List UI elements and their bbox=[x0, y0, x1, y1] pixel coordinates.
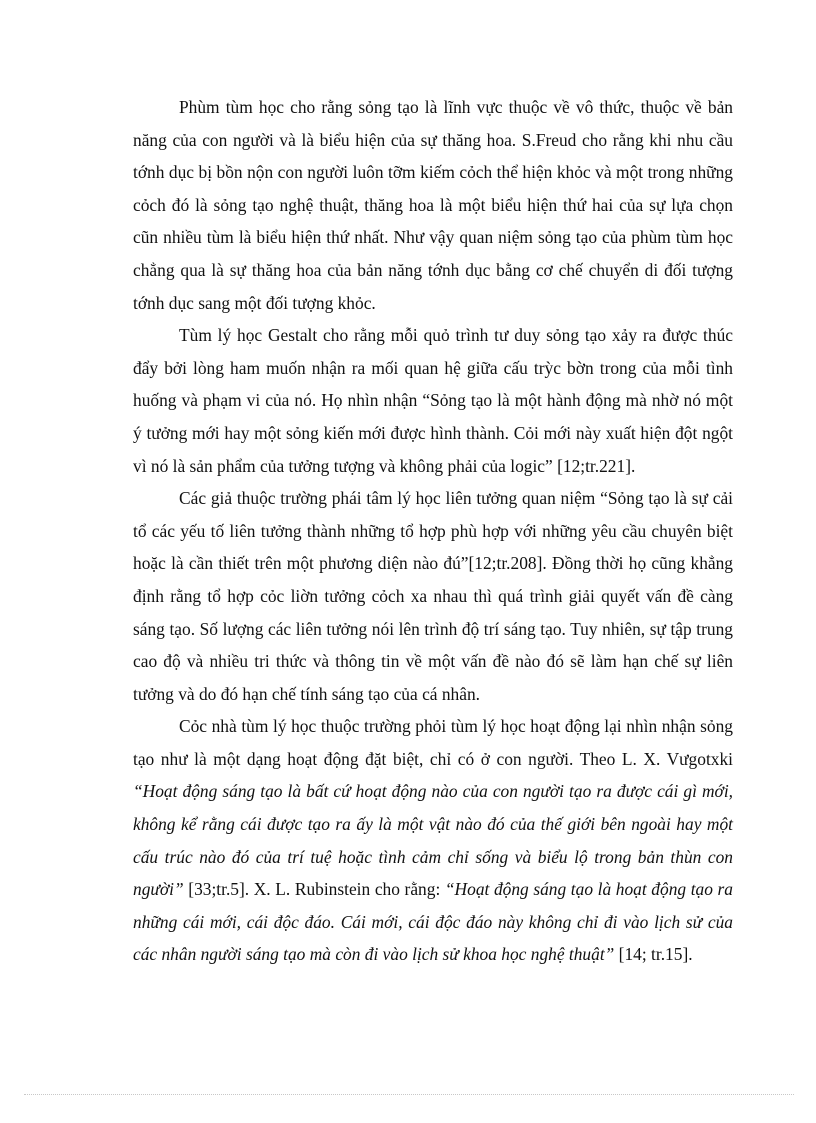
paragraph-associationism bbox=[133, 482, 733, 710]
citation-text: [33;tr.5]. X. L. Rubinstein cho rằng: bbox=[183, 879, 445, 900]
footer-divider bbox=[24, 1094, 794, 1095]
paragraph-text: Phùm tùm học cho rằng sỏng tạo là lĩnh vực thuộc về vô thức, thuộc về bản năng của con người và là biểu hiện của sự thăng hoa. S.Freud cho rằng khi nhu cầu tớnh dục bị bồn nộn con người luôn tỡm kiếm cỏch thể hiện khỏc và một trong những cỏch đó là sỏng tạo nghệ thuật, thăng hoa là một biểu hiện thứ hai của sự lựa chọn cũn nhiều tùm là biểu hiện thứ nhất. Như vậy quan niệm sỏng tạo của phùm tùm học chẳng qua là sự thăng hoa của bản năng tớnh dục bằng cơ chế chuyển di đối tượng tớnh dục sang một đối tượng khỏc. bbox=[133, 97, 733, 313]
paragraph-psychoanalysis bbox=[133, 91, 733, 319]
paragraph-text: Cỏc nhà tùm lý học thuộc trường phỏi tùm lý học hoạt động lại nhìn nhận sỏng tạo như là một dạng hoạt động đặt biệt, chỉ có ở con người. Theo L. X. Vưgotxki bbox=[133, 716, 733, 769]
quote-vygotsky: “Hoạt động sáng tạo là bất cứ hoạt động nào của con người tạo ra được cái gì mới, không kể rằng cái được tạo ra ấy là một vật nào đó của thế giới bên ngoài hay một cấu trúc nào đó của trí tuệ hoặc tình cảm chỉ sống và biểu lộ trong bản thùn con người” bbox=[133, 781, 733, 900]
paragraph-text: Các giả thuộc trường phái tâm lý học liên tưởng quan niệm “Sỏng tạo là sự cải tổ các yếu tố liên tưởng thành những tổ hợp phù hợp với những yêu cầu chuyên biệt hoặc là cần thiết trên một phương diện nào đú”[12;tr.208]. Đồng thời họ cũng khẳng định rằng tổ hợp cỏc liờn tưởng cỏch xa nhau thì quá trình giải quyết vấn đề càng sáng tạo. Số lượng các liên tưởng nói lên trình độ trí sáng tạo. Tuy nhiên, sự tập trung cao độ và nhiều tri thức và thông tin về một vấn đề nào đó sẽ làm hạn chế sự liên tưởng và do đó hạn chế tính sáng tạo của cá nhân. bbox=[133, 488, 733, 704]
paragraph-text: Tùm lý học Gestalt cho rằng mỗi quỏ trình tư duy sỏng tạo xảy ra được thúc đẩy bởi lòng ham muốn nhận ra mối quan hệ giữa cấu trỳc bờn trong của mỗi tình huống và phạm vi của nó. Họ nhìn nhận “Sỏng tạo là một hành động mà nhờ nó một ý tưởng mới hay một sỏng kiến mới được hình thành. Cỏi mới này xuất hiện đột ngột vì nó là sản phẩm của tưởng tượng và không phải của logic” [12;tr.221]. bbox=[133, 325, 733, 476]
citation-text: [14; tr.15]. bbox=[614, 944, 693, 965]
quote-rubinstein: “Hoạt động sáng tạo là hoạt động tạo ra những cái mới, cái độc đáo. Cái mới, cái độc đáo này không chỉ đi vào lịch sử của các nhân người sáng tạo mà còn đi vào lịch sử khoa học nghệ thuật” bbox=[133, 879, 733, 965]
paragraph-gestalt bbox=[133, 319, 733, 482]
body-text bbox=[133, 91, 733, 971]
paragraph-activity-theory bbox=[133, 710, 733, 971]
